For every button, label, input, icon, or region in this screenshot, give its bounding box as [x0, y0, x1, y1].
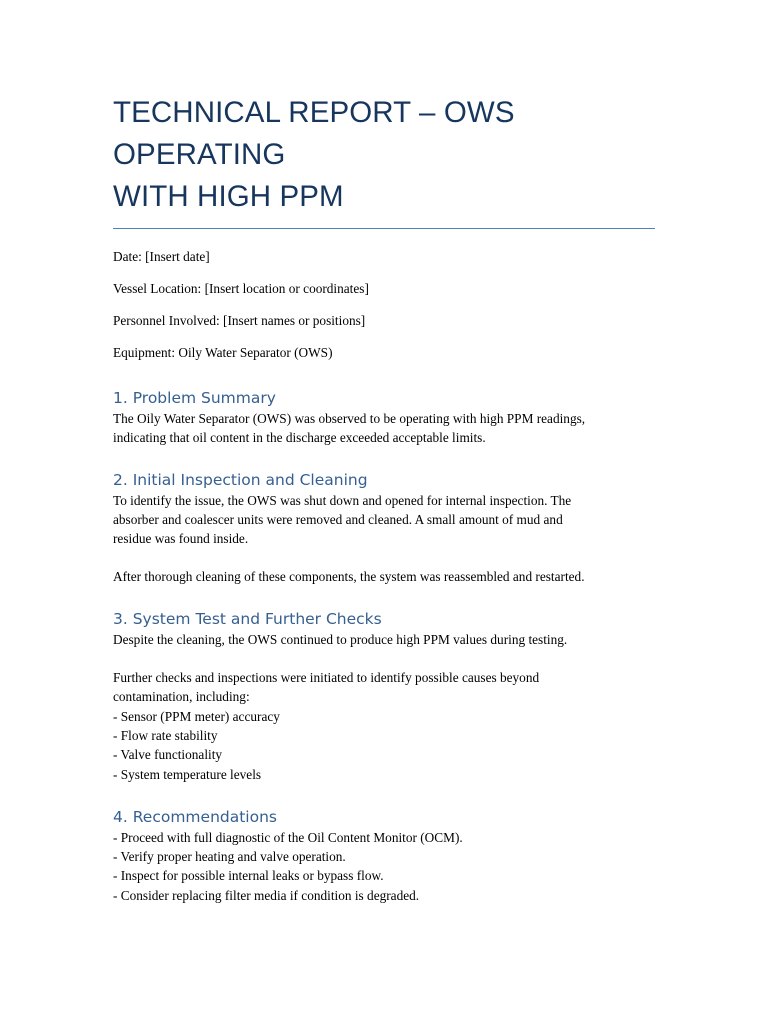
report-metadata [113, 247, 655, 362]
section-recommendations [113, 806, 655, 905]
meta-personnel: Personnel Involved: [Insert names or positions] [113, 313, 366, 328]
paragraph [113, 828, 655, 905]
section-initial-inspection [113, 469, 655, 587]
text-line: absorber and coalescer units were removed and cleaned. A small amount of mud and [113, 511, 563, 527]
text-line: residue was found inside. [113, 531, 249, 547]
paragraph [113, 668, 655, 784]
meta-date: Date: [Insert date] [113, 249, 210, 264]
title-line: TECHNICAL REPORT – OWS OPERATING [113, 96, 515, 171]
list-item: - Consider replacing filter media if condition is degraded. [113, 887, 420, 903]
list-item: - Inspect for possible internal leaks or bypass flow. [113, 868, 384, 884]
section-heading: 4. Recommendations [113, 807, 277, 826]
text-line: The Oily Water Separator (OWS) was observed to be operating with high PPM readings, [113, 411, 586, 426]
paragraph [113, 567, 655, 586]
list-item: - Valve functionality [113, 747, 223, 763]
list-item: - Verify proper heating and valve operation. [113, 849, 346, 865]
list-item: - Flow rate stability [113, 727, 218, 743]
section-heading: 3. System Test and Further Checks [113, 609, 382, 628]
list-item: - Sensor (PPM meter) accuracy [113, 708, 280, 724]
text-line: Further checks and inspections were initiated to identify possible causes beyond [113, 670, 540, 686]
list-item: - System temperature levels [113, 766, 262, 782]
paragraph [113, 630, 655, 649]
meta-equipment: Equipment: Oily Water Separator (OWS) [113, 345, 333, 360]
title-line: WITH HIGH PPM [113, 180, 344, 213]
paragraph [113, 491, 655, 549]
section-heading: 2. Initial Inspection and Cleaning [113, 470, 368, 489]
section-heading: 1. Problem Summary [113, 389, 276, 407]
section-system-test [113, 608, 655, 784]
meta-vessel-location: Vessel Location: [Insert location or coordinates] [113, 281, 369, 296]
text-line: To identify the issue, the OWS was shut down and opened for internal inspection. The [113, 492, 572, 508]
text-line: After thorough cleaning of these components, the system was reassembled and restarted. [113, 569, 585, 585]
list-item: - Proceed with full diagnostic of the Oil Content Monitor (OCM). [113, 829, 463, 845]
text-line: Despite the cleaning, the OWS continued to produce high PPM values during testing. [113, 631, 568, 647]
title-divider [113, 228, 655, 229]
paragraph [113, 409, 655, 448]
text-line: contamination, including: [113, 689, 250, 705]
section-problem-summary [113, 387, 655, 448]
document-title [113, 92, 655, 218]
text-line: indicating that oil content in the discharge exceeded acceptable limits. [113, 430, 486, 446]
